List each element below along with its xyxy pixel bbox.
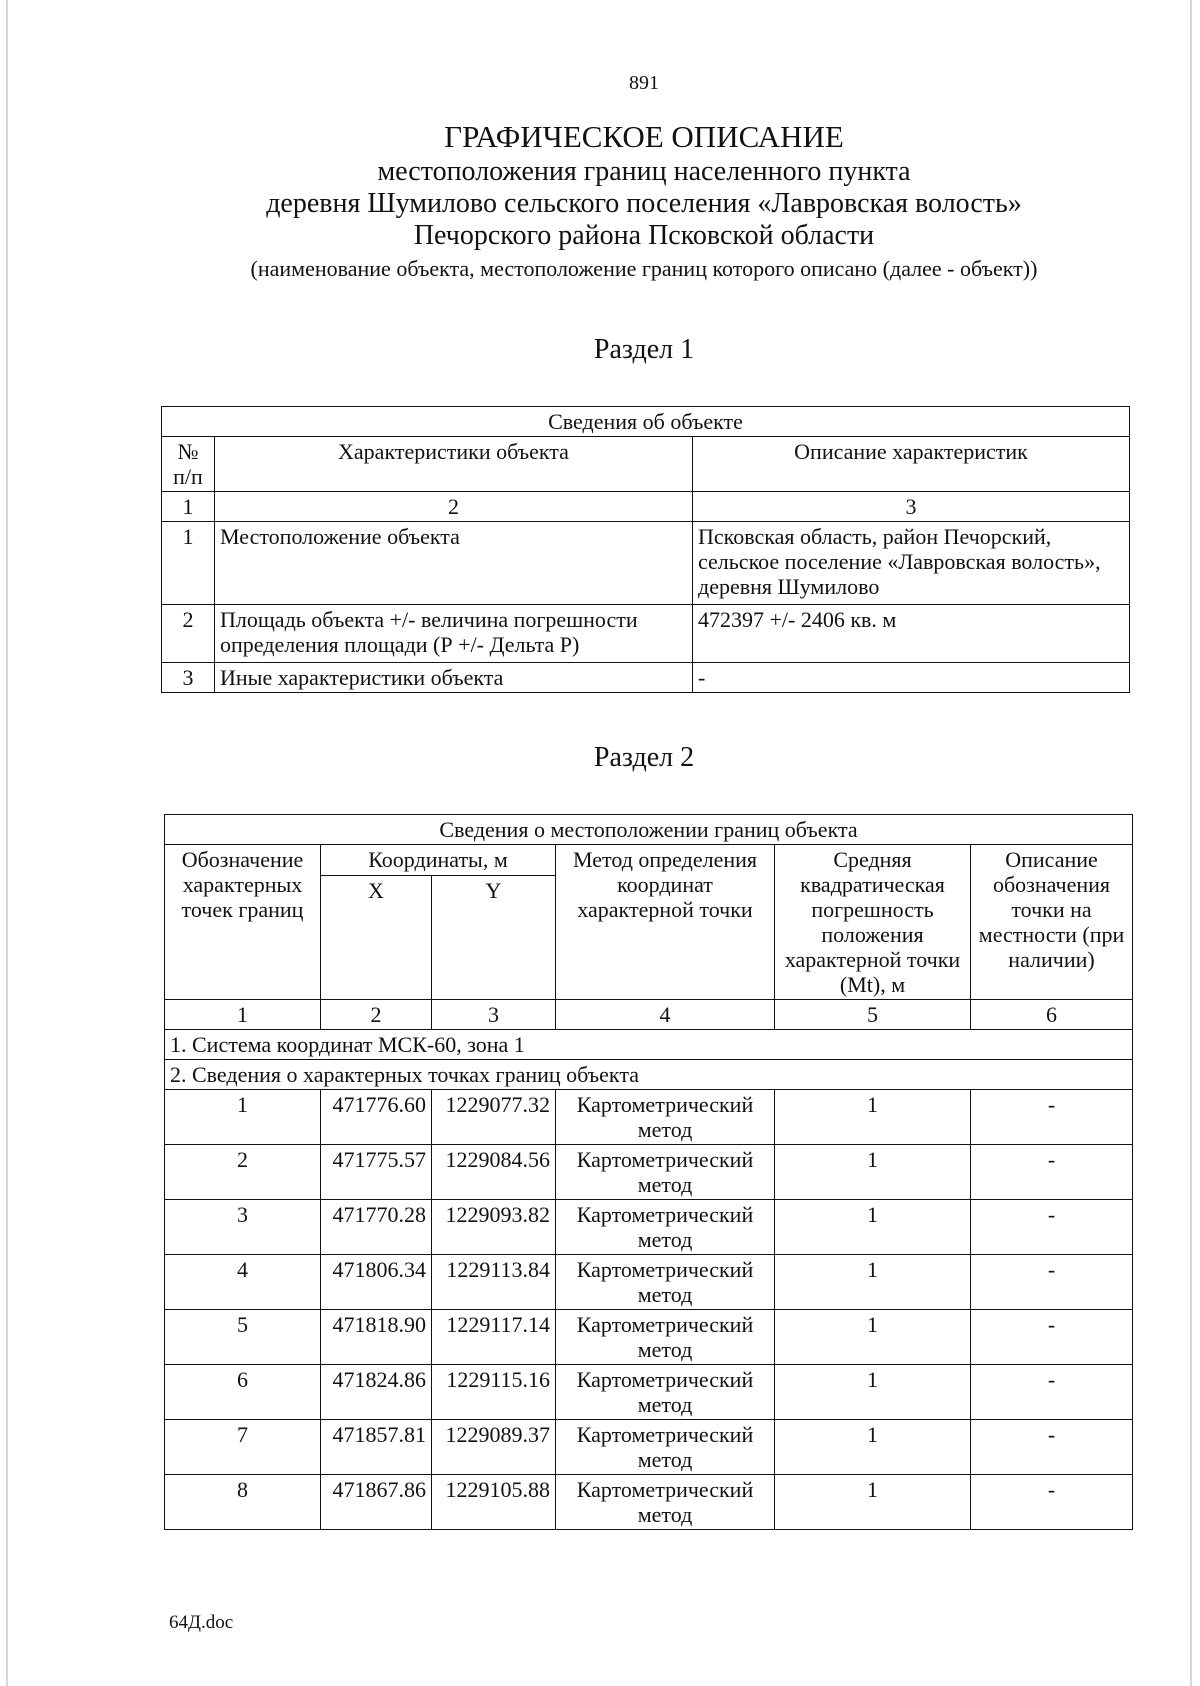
column-number: 1 (162, 492, 215, 522)
points-heading: 2. Сведения о характерных точках границ объекта (165, 1060, 1133, 1090)
point-id: 5 (165, 1310, 321, 1365)
point-y: 1229089.37 (432, 1420, 556, 1475)
header-y: Y (432, 876, 556, 1000)
column-number: 1 (165, 1000, 321, 1030)
point-error: 1 (775, 1145, 971, 1200)
points-heading-row (165, 1060, 1133, 1090)
point-y: 1229084.56 (432, 1145, 556, 1200)
column-number: 5 (775, 1000, 971, 1030)
column-number: 6 (971, 1000, 1133, 1030)
point-x: 471775.57 (321, 1145, 432, 1200)
table-row (165, 1090, 1133, 1145)
table-title-row (162, 407, 1130, 437)
point-id: 7 (165, 1420, 321, 1475)
point-description: - (971, 1310, 1133, 1365)
point-y: 1229115.16 (432, 1365, 556, 1420)
row-description: 472397 +/- 2406 кв. м (693, 605, 1130, 663)
table-title-row (165, 815, 1133, 845)
point-x: 471818.90 (321, 1310, 432, 1365)
point-description: - (971, 1090, 1133, 1145)
point-description: - (971, 1365, 1133, 1420)
point-x: 471806.34 (321, 1255, 432, 1310)
object-info-table (161, 406, 1130, 693)
object-note: (наименование объекта, местоположение границ которого описано (далее - объект)) (250, 256, 1038, 281)
table-row (165, 1420, 1133, 1475)
point-error: 1 (775, 1200, 971, 1255)
table-row (165, 1145, 1133, 1200)
point-id: 8 (165, 1475, 321, 1530)
header-number: № п/п (162, 437, 215, 492)
point-x: 471824.86 (321, 1365, 432, 1420)
subtitle-line-1: местоположения границ населенного пункта (377, 156, 911, 187)
row-characteristic: Местоположение объекта (215, 522, 693, 605)
point-id: 6 (165, 1365, 321, 1420)
point-y: 1229117.14 (432, 1310, 556, 1365)
section-2-heading: Раздел 2 (593, 742, 695, 773)
point-y: 1229113.84 (432, 1255, 556, 1310)
column-number-row (162, 492, 1130, 522)
table-row (165, 1310, 1133, 1365)
document-title: ГРАФИЧЕСКОЕ ОПИСАНИЕ (444, 119, 844, 154)
row-characteristic: Площадь объекта +/- величина погрешности определения площади (Р +/- Дельта Р) (215, 605, 693, 663)
point-x: 471776.60 (321, 1090, 432, 1145)
point-error: 1 (775, 1090, 971, 1145)
table-row (165, 1365, 1133, 1420)
table-row (165, 1200, 1133, 1255)
header-coordinates: Координаты, м (321, 845, 556, 876)
boundary-points-table (164, 814, 1133, 1530)
section-1-heading: Раздел 1 (593, 334, 695, 365)
point-method: Картометрический метод (556, 1420, 775, 1475)
page-number: 891 (629, 72, 659, 94)
point-y: 1229077.32 (432, 1090, 556, 1145)
footer-filename: 64Д.doc (169, 1612, 234, 1633)
column-number-row (165, 1000, 1133, 1030)
point-id: 1 (165, 1090, 321, 1145)
point-description: - (971, 1255, 1133, 1310)
row-number: 1 (162, 522, 215, 605)
header-description: Описание характеристик (693, 437, 1130, 492)
title-block (0, 118, 1200, 284)
point-error: 1 (775, 1365, 971, 1420)
header-method: Метод определения координат характерной точки (556, 845, 775, 1000)
point-method: Картометрический метод (556, 1145, 775, 1200)
point-method: Картометрический метод (556, 1200, 775, 1255)
column-number: 3 (432, 1000, 556, 1030)
header-row (165, 845, 1133, 876)
row-description: Псковская область, район Печорский, сельское поселение «Лавровская волость», деревня Шумилово (693, 522, 1130, 605)
table-row (162, 522, 1130, 605)
point-method: Картометрический метод (556, 1310, 775, 1365)
column-number: 3 (693, 492, 1130, 522)
subtitle-line-2: деревня Шумилово сельского поселения «Лавровская волость» (266, 188, 1022, 219)
row-number: 2 (162, 605, 215, 663)
table-title: Сведения об объекте (162, 407, 1130, 437)
column-number: 4 (556, 1000, 775, 1030)
point-description: - (971, 1145, 1133, 1200)
point-id: 4 (165, 1255, 321, 1310)
point-x: 471770.28 (321, 1200, 432, 1255)
point-y: 1229093.82 (432, 1200, 556, 1255)
table-row (162, 663, 1130, 693)
coordinate-system: 1. Система координат МСК-60, зона 1 (165, 1030, 1133, 1060)
header-characteristic: Характеристики объекта (215, 437, 693, 492)
column-number: 2 (321, 1000, 432, 1030)
point-y: 1229105.88 (432, 1475, 556, 1530)
point-error: 1 (775, 1310, 971, 1365)
table-row (162, 605, 1130, 663)
point-method: Картометрический метод (556, 1365, 775, 1420)
point-method: Картометрический метод (556, 1475, 775, 1530)
table-row (165, 1475, 1133, 1530)
table-title: Сведения о местоположении границ объекта (165, 815, 1133, 845)
point-id: 3 (165, 1200, 321, 1255)
subtitle-line-3: Печорского района Псковской области (413, 220, 875, 251)
point-x: 471857.81 (321, 1420, 432, 1475)
point-x: 471867.86 (321, 1475, 432, 1530)
coordinate-system-row (165, 1030, 1133, 1060)
point-error: 1 (775, 1255, 971, 1310)
point-error: 1 (775, 1475, 971, 1530)
point-description: - (971, 1475, 1133, 1530)
header-point-description: Описание обозначения точки на местности (при наличии) (971, 845, 1133, 1000)
row-description: - (693, 663, 1130, 693)
table-row (165, 1255, 1133, 1310)
point-description: - (971, 1420, 1133, 1475)
header-error: Средняя квадратическая погрешность положения характерной точки (Mt), м (775, 845, 971, 1000)
point-description: - (971, 1200, 1133, 1255)
point-method: Картометрический метод (556, 1090, 775, 1145)
header-x: X (321, 876, 432, 1000)
row-number: 3 (162, 663, 215, 693)
point-id: 2 (165, 1145, 321, 1200)
row-characteristic: Иные характеристики объекта (215, 663, 693, 693)
header-row (162, 437, 1130, 492)
header-point: Обозначение характерных точек границ (165, 845, 321, 1000)
point-method: Картометрический метод (556, 1255, 775, 1310)
column-number: 2 (215, 492, 693, 522)
point-error: 1 (775, 1420, 971, 1475)
